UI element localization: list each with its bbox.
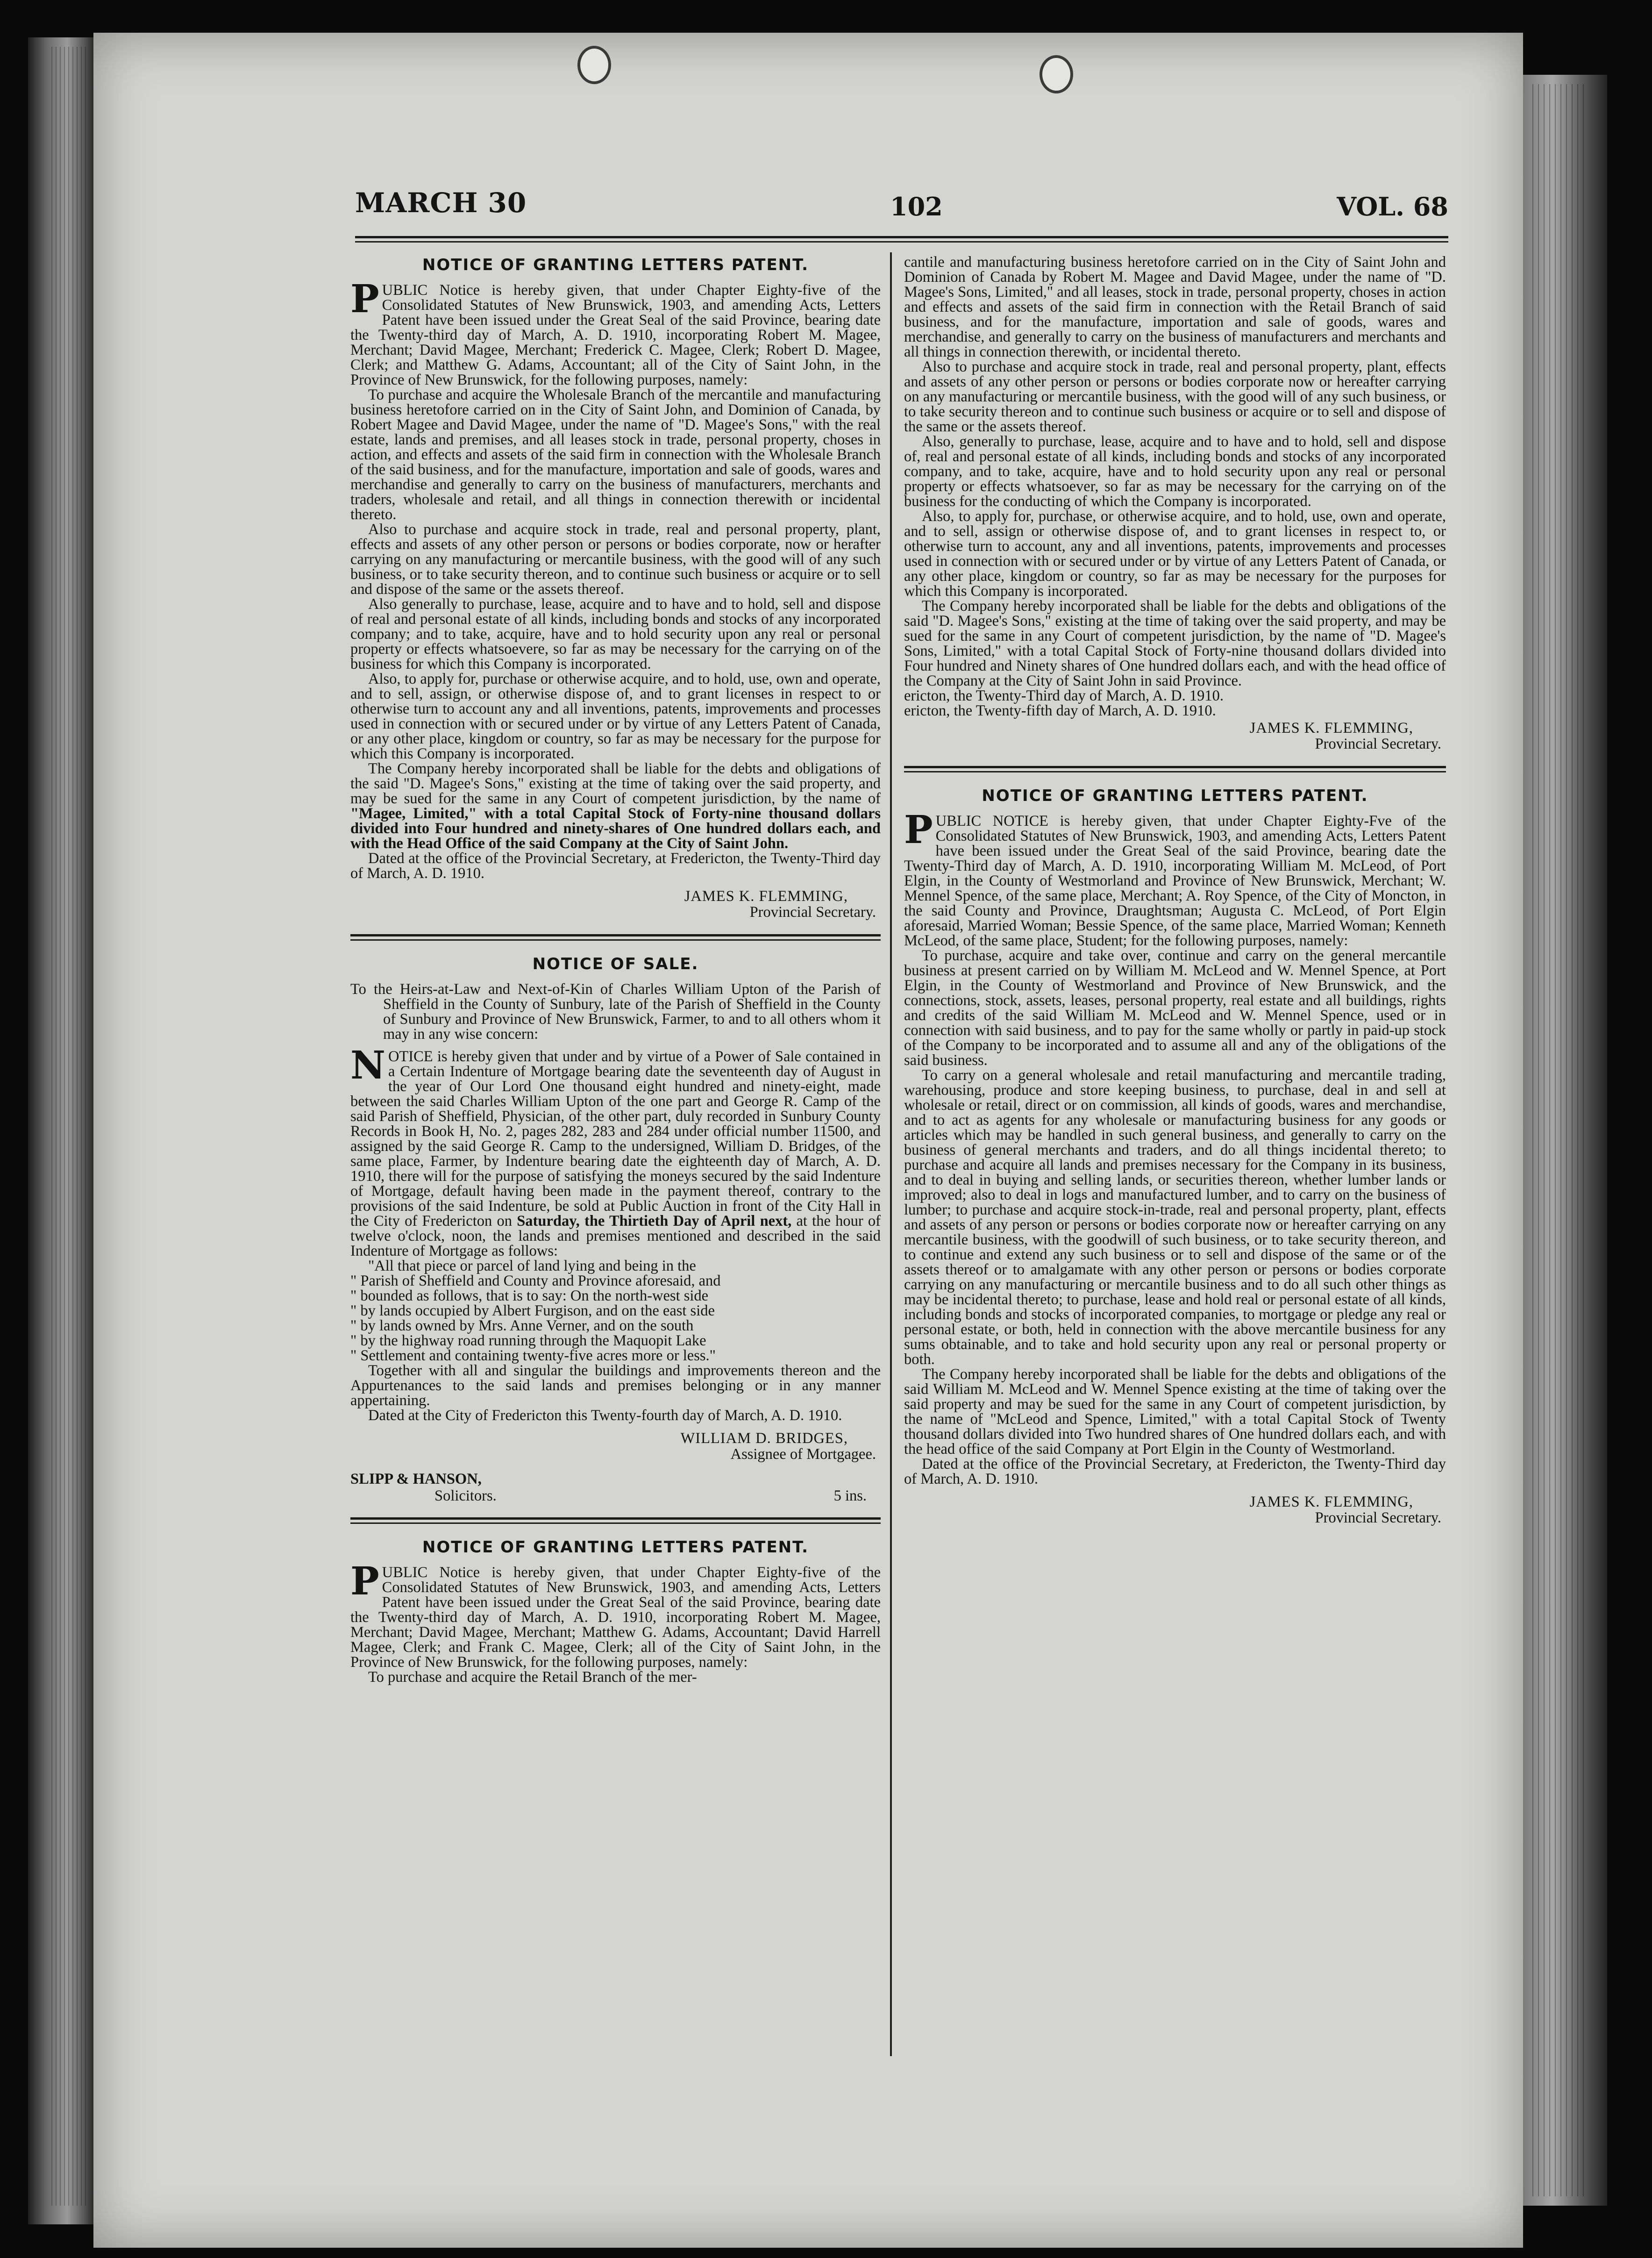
company-name-text: "Magee, Limited," with a total Capital Stock of Forty-nine thousand dollars divided into Four hundred and ninety-shares of One hundred dollars each, and with the Head Office of the said Company at the City of Saint John. [350, 805, 881, 852]
notice-intro [904, 807, 1446, 949]
notice-paragraph: Also, to apply for, purchase, or otherwise acquire, and to hold, use, own and operate, and to sell, assign or otherwise dispose of, and to grant licenses in respect to, or otherwise turn to account, any and all inventions, patents, improvements and processes used in connection with or secured under or by virtue of any Letters Patent of Canada, or any other place, kingdom or country, so far as may be necessary for the purposes for which this Company is incorporated. [904, 508, 1446, 600]
signature-title: Assignee of Mortgagee. [730, 1446, 876, 1463]
signature-title: Provincial Secretary. [1315, 1509, 1441, 1526]
notice-dated: ericton, the Twenty-Third day of March, A. D. 1910. [904, 687, 1224, 704]
notice-paragraph: Also to purchase and acquire stock in trade, real and personal property, plant, effects and assets of any other person or persons or bodies corporate, now or herafter carrying on any manufacturing or mercantile business, with the good will of any such business, or to take security thereon, and to continue such business or acquire or to sell and dispose of the same or the assets thereof. [350, 521, 881, 598]
notice-paragraph [350, 761, 881, 851]
signature-block [350, 1430, 876, 1462]
notice-paragraph: Also, to apply for, purchase or otherwise acquire, and to hold, use, own and operate, and to sell, assign, or otherwise dispose of, and to grant licenses in respect to or otherwise turn to account any and all inventions, patents, improvements and processes used in connection with or secured under or by virtue of any Letters Patent of Canada, or any other place, kingdom or country, so far as may be necessary for the purpose for which this Company is incorporated. [350, 671, 881, 762]
notice-paragraph: The Company hereby incorporated shall be liable for the debts and obligations of the said William M. McLeod and W. Mennel Spence existing at the time of taking over the said property and may be sued for the same in any Court of competent jurisdiction, by the name of "McLeod and Spence, Limited," with a total Capital Stock of Twenty thousand dollars divided into Two hundred shares of One hundred dollars each, and with the head office of the said Company at Port Elgin in the County of Westmorland. [904, 1366, 1446, 1458]
solicitors-row [350, 1488, 881, 1503]
notice-title: NOTICE OF GRANTING LETTERS PATENT. [982, 786, 1368, 805]
section-divider [350, 1517, 881, 1524]
notice-paragraph: Also to purchase and acquire stock in trade, real and personal property, plant, effects and assets of any other person or persons or bodies corporate now or hereafter carrying on any manufacturing or mercantile business, with the good will of any such business, or to take security thereon and to continue such business or acquire or to sell and dispose of the same or the assets thereof. [904, 358, 1446, 435]
property-description [350, 1258, 881, 1363]
quote-line: " bounded as follows, that is to say: On the north-west side [350, 1287, 709, 1304]
signature-title: Provincial Secretary. [1315, 736, 1441, 752]
quote-line: " Parish of Sheffield and County and Province aforesaid, and [350, 1272, 721, 1289]
notice-title: NOTICE OF GRANTING LETTERS PATENT. [422, 1538, 809, 1557]
left-column [350, 255, 881, 1685]
intro-text: UBLIC Notice is hereby given, that under Chapter Eighty-five of the Consolidated Statutes of New Brunswick, 1903, and amending Acts, Letters Patent have been issued under the Great Seal of the said Province, bearing date the Twenty-third day of March, A. D. 1910, incorporating Robert M. Magee, Merchant; David Magee, Merchant; Frederick C. Magee, Clerk; Robert D. Magee, Clerk; and Matthew G. Adams, Accountant; all of the City of Saint John, in the Province of New Brunswick, for the following purposes, namely: [350, 282, 881, 388]
drop-cap: N [350, 1043, 385, 1088]
signature-block [904, 1494, 1441, 1526]
insertions-count: 5 ins. [833, 1487, 867, 1504]
solicitor-firm-row [350, 1472, 881, 1486]
notice-paragraph: To purchase and acquire the Retail Branch of the mer- [368, 1669, 697, 1686]
page-stack-lines [1532, 84, 1588, 2196]
notice-intro [350, 1043, 881, 1259]
drop-cap: P [904, 807, 933, 852]
notice-paragraph: Together with all and singular the buildings and improvements thereon and the Appurtenances to the said lands and premises belonging or in any manner appertaining. [350, 1362, 881, 1409]
solicitor-firm: SLIPP & HANSON, [350, 1471, 482, 1487]
signature-name: JAMES K. FLEMMING, [1249, 1493, 1413, 1510]
notice-dated: Dated at the City of Fredericton this Twenty-fourth day of March, A. D. 1910. [368, 1407, 842, 1424]
auction-date: Saturday, the Thirtieth Day of April next, [517, 1213, 792, 1229]
notice-intro [350, 277, 881, 388]
notice-paragraph: To carry on a general wholesale and retail manufacturing and mercantile trading, warehousing, produce and store keeping business, to purchase, deal in and sell at wholesale or retail, direct or on commission, all kinds of goods, wares and merchandise, and to act as agents for any wholesale or manufacturing business for any goods or articles which may be handled in such general business, and generally to carry on the business of general merchants and traders, and do all things incidental thereto; to purchase and acquire all lands and premises necessary for the Company in its business, and to deal in buying and selling lands, or securities thereon, whether lumber lands or improved; also to deal in logs and manufactured lumber, and to carry on the business of lumber; to purchase and acquire stock-in-trade, real and personal property, plant, effects and assets of any person or persons or bodies corporate now or hereafter carrying on any mercantile business, with the goodwill of such business, or to take security thereon, and to continue and extend any such business or to sell and dispose of the same or of the assets thereof or to amalgamate with any other person or persons or bodies corporate carrying on any manufacturing or mercantile business and to do all such other things as may be incidental thereto; to purchase, lease and hold real or personal estate of all kinds, including bonds and stocks of incorporated companies, to mortgage or pledge any real or personal estate, or both, held in connection with the above mercantile business for any sums obtainable, and to take and hold security upon any real or personal property or both. [904, 1067, 1446, 1368]
notice-paragraph: To purchase, acquire and take over, continue and carry on the general mercantile business at present carried on by William M. McLeod and W. Mennel Spence, at Port Elgin, in the County of Westmorland and Province of New Brunswick, and the connections, stock, assets, leases, personal property, real estate and all buildings, rights and credits of the said William M. McLeod and W. Mennel Spence, used or in connection with said business, and to pay for the same wholly or partly in paid-up stock of the Company to be incorporated and to assume all and any of the obligations of the said business. [904, 947, 1446, 1069]
page-header [355, 187, 1448, 229]
signature-name: JAMES K. FLEMMING, [684, 888, 848, 905]
signature-block [904, 720, 1441, 752]
notice-dated: ericton, the Twenty-fifth day of March, A. D. 1910. [904, 702, 1216, 719]
notice-letters-patent-magee-limited [350, 257, 881, 920]
binding-hole-left [577, 46, 611, 84]
notice-paragraph: Also generally to purchase, lease, acquire and to have and to hold, sell and dispose of real and personal estate of all kinds, including bonds and stocks of any incorporated company; and to take, acquire, have and to hold security upon any real or personal property or effects whatsoevere, so far as may be necessary for the carrying on of the business for which this Company is incorporated. [350, 596, 881, 672]
drop-cap: P [350, 1559, 379, 1604]
notice-address: To the Heirs-at-Law and Next-of-Kin of Charles William Upton of the Parish of Sheffield in the County of Sunbury, late of the Parish of Sheffield in the County of Sunbury and Province of New Brunswick, Farmer, to and to all others whom it may in any wise concern: [350, 981, 881, 1043]
notice-paragraph: Also, generally to purchase, lease, acquire and to have and to hold, sell and dispose of, real and personal estate of all kinds, including bonds and stocks of any incorporated company, and to take, acquire, have and to hold security upon any real or personal property or effects whatsoever, so far as may be necessary for the carrying on of the business for the conducting of which the Company is incorporated. [904, 433, 1446, 510]
signature-title: Provincial Secretary. [749, 904, 876, 921]
notice-title: NOTICE OF GRANTING LETTERS PATENT. [422, 256, 809, 274]
section-divider [904, 766, 1446, 772]
signature-name: WILLIAM D. BRIDGES, [680, 1430, 848, 1447]
quote-line: " by lands owned by Mrs. Anne Verner, and on the south [350, 1317, 694, 1334]
signature-name: JAMES K. FLEMMING, [1249, 720, 1413, 736]
notice-paragraph: To purchase and acquire the Wholesale Branch of the mercantile and manufacturing business heretofore carried on in the City of Saint John, and Dominion of Canada, by Robert Magee and David Magee, under the name of "D. Magee's Sons," with the real estate, lands and premises, and all leases stock in trade, personal property, choses in action, and effects and assets of the said firm in connection with the Wholesale Branch of the said business, and for the manufacture, importation and sale of goods, wares and merchandise and generally to carry on the business of manufacturers, merchants and traders, wholesale and retail, and all things in connection therewith or incidental thereto. [350, 386, 881, 523]
intro-text: UBLIC Notice is hereby given, that under Chapter Eighty-five of the Consolidated Statutes of New Brunswick, 1903, and amending Acts, Letters Patent have been issued under the Great Seal of the said Province, bearing date the Twenty-third day of March, A. D. 1910, incorporating Robert M. Magee, Merchant; David Magee, Merchant; Matthew G. Adams, Accountant; David Harrell Magee, Clerk; and Frank C. Magee, Clerk; all of the City of Saint John, in the Province of New Brunswick, for the following purposes, namely: [350, 1564, 881, 1671]
quote-line: " by the highway road running through the Maquopit Lake [350, 1332, 706, 1349]
header-date: MARCH 30 [355, 187, 527, 219]
binding-hole-right [1040, 55, 1073, 93]
intro-text: UBLIC NOTICE is hereby given, that under Chapter Eighty-Fve of the Consolidated Statutes of New Brunswick, 1903, and amending Acts, Letters Patent have been issued under the Great Seal of the said Province, bearing date the Twenty-Third day of March, A. D. 1910, incorporating William M. McLeod, of Port Elgin, in the County of Westmorland and Province of New Brunswick, Merchant; W. Mennel Spence, of the same place, Merchant; A. Roy Spence, of the City of Moncton, in the said County and Province, Draughtsman; Augusta C. McLeod, of Port Elgin aforesaid, Married Woman; Bessie Spence, of the same place, Married Woman; Kenneth McLeod, of the same place, Student; for the following purposes, namely: [904, 813, 1446, 949]
notice-dated: Dated at the office of the Provincial Secretary, at Fredericton, the Twenty-Third day of March, A. D. 1910. [904, 1456, 1446, 1487]
notice-intro [350, 1559, 881, 1671]
notice-letters-patent-retail-branch [350, 1540, 881, 1685]
signature-block [350, 888, 876, 920]
solicitors-label: Solicitors. [434, 1487, 497, 1504]
header-double-rule [355, 236, 1448, 243]
header-page-number: 102 [890, 192, 943, 222]
quote-line: "All that piece or parcel of land lying and being in the [368, 1258, 696, 1274]
intro-text: OTICE is hereby given that under and by virtue of a Power of Sale contained in a Certain Indenture of Mortgage bearing date the seventeenth day of August in the year of Our Lord One thousand eight hundred and ninety-eight, made between the said Charles William Upton of the one part and George R. Camp of the said Parish of Sheffield, Physician, of the other part, duly recorded in Sunbury County Records in Book H, No. 2, pages 282, 283 and 284 under official number 11500, and assigned by the said George R. Camp to the undersigned, William D. Bridges, of the same place, Farmer, by Indenture bearing date the eighteenth day of March, A. D. 1910, there will for the purpose of satisfying the moneys secured by the said Indenture of Mortgage, default having been made in the payment thereof, contrary to the provisions of the said Indenture, be sold at Public Auction in front of the City Hall in the City of Fredericton on [350, 1048, 881, 1229]
continued-paragraph: cantile and manufacturing business heretofore carried on in the City of Saint John and Dominion of Canada by Robert M. Magee and David Magee, under the name of "D. Magee's Sons, Limited," and all leases, stock in trade, personal property, choses in action and effects and assets of the said firm in connection with the Retail Branch of said business, and for the manufacture, importation and sale of goods, wares and merchandise, and generally to carry on the business of manufacturers and merchants and all things in connection therewith, or incidental thereto. [904, 254, 1446, 360]
quote-line: " by lands occupied by Albert Furgison, and on the east side [350, 1302, 715, 1319]
notice-dated: Dated at the office of the Provincial Secretary, at Fredericton, the Twenty-Third day of March, A. D. 1910. [350, 850, 881, 882]
notice-of-sale [350, 957, 881, 1503]
notice-letters-patent-mcleod-spence [904, 788, 1446, 1526]
notice-continued [904, 255, 1446, 752]
drop-cap: P [350, 277, 379, 322]
quote-line: " Settlement and containing twenty-five acres more or less." [350, 1347, 716, 1364]
intro-text-continued: at the hour of twelve o'clock, noon, the lands and premises mentioned and described in the said Indenture of Mortgage as follows: [350, 1213, 881, 1259]
notice-paragraph: The Company hereby incorporated shall be liable for the debts and obligations of the said "D. Magee's Sons," existing at the time of taking over the said property, and may be sued for the same in any Court of competent jurisdiction, by the name of "D. Magee's Sons, Limited," with a total Capital Stock of Forty-nine thousand dollars divided into Four hundred and Ninety shares of One hundred dollars each, and with the head office of the Company at the City of Saint John in said Province. [904, 598, 1446, 689]
notice-title: NOTICE OF SALE. [532, 955, 699, 973]
right-column [904, 255, 1446, 1526]
liability-text: The Company hereby incorporated shall be liable for the debts and obligations of the said "D. Magee's Sons," existing at the time of taking over the said property, and may be sued for the same in any Court of competent jurisdiction, by the name of [350, 760, 881, 807]
column-divider [890, 252, 892, 2056]
header-volume: VOL. 68 [1337, 192, 1448, 222]
section-divider [350, 934, 881, 941]
spine-page-edges [51, 47, 89, 2206]
